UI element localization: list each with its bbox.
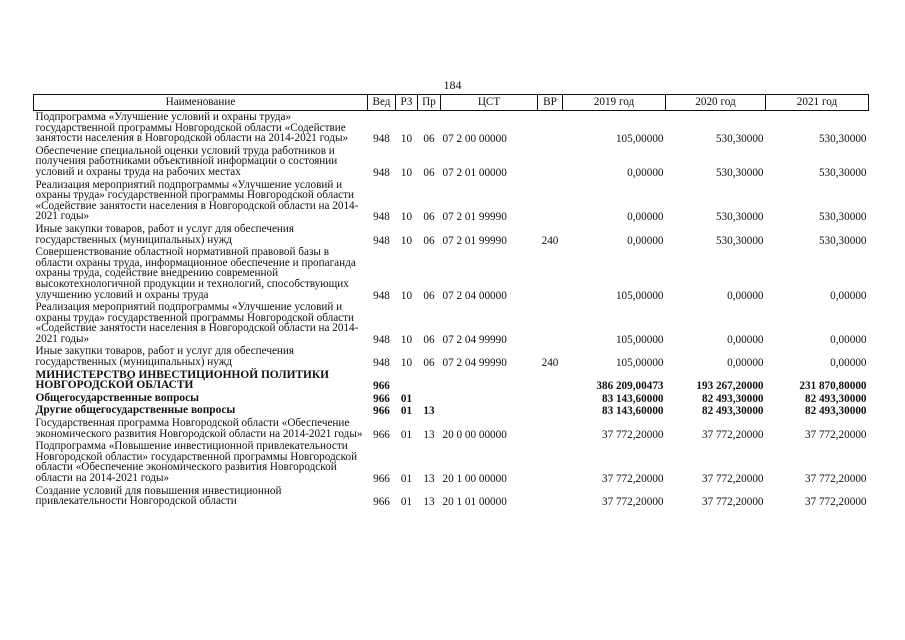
- header-2021: 2021 год: [766, 95, 869, 111]
- cell-2021: 530,30000: [818, 133, 867, 146]
- header-name: Наименование: [34, 95, 368, 111]
- header-2019: 2019 год: [563, 95, 666, 111]
- cell-2021: 37 772,20000: [804, 428, 867, 441]
- cell-ved: 966: [373, 473, 390, 485]
- cell-2020: 37 772,20000: [701, 428, 764, 441]
- header-vr: ВР: [538, 95, 563, 111]
- cell-2020: 530,30000: [715, 166, 764, 179]
- cell-ved: 966: [373, 496, 390, 509]
- cell-cst: 20 0 00 00000: [442, 428, 507, 441]
- header-row: [34, 95, 869, 111]
- table-row: [34, 392, 869, 405]
- cell-ved: 966: [373, 428, 390, 441]
- cell-2020: 0,00000: [727, 357, 764, 370]
- cell-name: Реализация мероприятий подпрограммы «Улучшение условий и охраны труда» государственной программы Новгородской области «Содействие занятости населения в Новгородской области на 2014-2021 годы»: [35, 178, 359, 223]
- cell-cst: [441, 392, 538, 405]
- cell-2021: 37 772,20000: [804, 496, 867, 509]
- cell-ved: 948: [373, 133, 390, 146]
- cell-vr: [538, 417, 563, 440]
- cell-vr: [538, 179, 563, 223]
- cell-name: Иные закупки товаров, работ и услуг для обеспечения государственных (муниципальных) нужд: [35, 345, 295, 369]
- cell-rz: 10: [400, 133, 413, 146]
- cell-ved: 948: [373, 166, 390, 179]
- cell-2020: 82 493,30000: [701, 405, 764, 418]
- cell-2021: 0,00000: [830, 333, 867, 346]
- cell-2020: 530,30000: [715, 234, 764, 247]
- cell-2021: 82 493,30000: [804, 405, 867, 418]
- table-row: [34, 345, 869, 368]
- cell-cst: 20 1 00 00000: [442, 473, 507, 485]
- cell-2021: 530,30000: [818, 211, 867, 224]
- cell-2021: 0,00000: [830, 357, 867, 370]
- cell-name: Подпрограмма «Улучшение условий и охраны труда» государственной программы Новгородской области «Содействие занятости населения в Новгородской области на 2014-2021 годы»: [35, 111, 349, 145]
- cell-name: Иные закупки товаров, работ и услуг для обеспечения государственных (муниципальных) нужд: [35, 222, 295, 246]
- table-row: [34, 145, 869, 179]
- cell-cst: 07 2 01 00000: [442, 166, 507, 179]
- cell-name: Реализация мероприятий подпрограммы «Улучшение условий и охраны труда» государственной программы Новгородской области «Содействие занятости населения в Новгородской области на 2014-2021 годы»: [35, 301, 359, 345]
- header-pr: Пр: [418, 95, 441, 111]
- cell-2019: 0,00000: [627, 166, 664, 179]
- cell-vr: [538, 369, 563, 392]
- cell-pr: 06: [423, 133, 435, 146]
- cell-2020: 530,30000: [715, 211, 764, 224]
- cell-rz: 01: [400, 496, 413, 509]
- cell-2019: 105,00000: [615, 289, 664, 302]
- cell-vr: 240: [541, 357, 559, 370]
- cell-pr: 06: [423, 166, 435, 179]
- cell-ved: 966: [373, 392, 390, 405]
- cell-2021: 0,00000: [830, 289, 867, 302]
- cell-2021: 231 870,80000: [799, 380, 867, 393]
- cell-cst: 07 2 04 00000: [442, 289, 507, 302]
- cell-rz: [396, 369, 418, 392]
- cell-pr: [418, 369, 441, 392]
- cell-ved: 948: [373, 234, 390, 247]
- header-cst: ЦСТ: [441, 95, 538, 111]
- table-row: [34, 179, 869, 223]
- cell-ved: 948: [373, 211, 390, 224]
- header-ved: Вед: [368, 95, 396, 111]
- cell-rz: 10: [400, 357, 413, 370]
- cell-name: Создание условий для повышения инвестиционной привлекательности Новгородской области: [35, 484, 282, 508]
- cell-ved: 948: [373, 357, 390, 370]
- cell-2020: 82 493,30000: [701, 392, 764, 405]
- cell-2019: 105,00000: [615, 357, 664, 370]
- cell-pr: 06: [423, 333, 435, 346]
- cell-vr: [538, 301, 563, 345]
- cell-vr: [538, 145, 563, 179]
- table-row: [34, 404, 869, 417]
- cell-pr: 13: [423, 428, 435, 441]
- header-2020: 2020 год: [666, 95, 766, 111]
- cell-pr: 06: [423, 289, 435, 302]
- cell-cst: 07 2 04 99990: [442, 357, 507, 370]
- cell-2019: 386 209,00473: [596, 380, 664, 393]
- table-row: [34, 246, 869, 301]
- cell-ved: 948: [373, 333, 390, 346]
- cell-name: Подпрограмма «Повышение инвестиционной привлекательности Новгородской области» государственной программы Новгородской области «Обеспечение экономического развития Новгородской области на 2014-2021 годы»: [35, 440, 358, 484]
- cell-name: Государственная программа Новгородской области «Обеспечение экономического развития Новгородской области на 2014-2021 годы»: [35, 417, 363, 440]
- cell-2021: 82 493,30000: [804, 392, 867, 405]
- cell-vr: [538, 111, 563, 145]
- cell-name: МИНИСТЕРСТВО ИНВЕСТИЦИОННОЙ ПОЛИТИКИ НОВГОРОДСКОЙ ОБЛАСТИ: [35, 368, 330, 392]
- cell-2020: 0,00000: [727, 289, 764, 302]
- cell-2019: 83 143,60000: [601, 405, 664, 418]
- cell-cst: [441, 404, 538, 417]
- cell-rz: 10: [400, 166, 413, 179]
- cell-vr: [538, 246, 563, 301]
- cell-pr: 13: [423, 473, 435, 485]
- cell-2019: 83 143,60000: [601, 392, 664, 405]
- budget-table-container: [33, 94, 868, 508]
- cell-name: Общегосударственные вопросы: [35, 391, 200, 404]
- cell-vr: [538, 485, 563, 508]
- cell-rz: 01: [400, 428, 413, 441]
- cell-rz: 01: [400, 473, 413, 485]
- cell-pr: 13: [423, 405, 435, 418]
- cell-cst: [441, 369, 538, 392]
- table-row: [34, 369, 869, 392]
- cell-rz: 10: [400, 289, 413, 302]
- cell-vr: [538, 404, 563, 417]
- table-header: [34, 95, 869, 111]
- cell-ved: 966: [373, 380, 390, 393]
- cell-2021: 37 772,20000: [804, 473, 867, 485]
- cell-rz: 01: [400, 405, 413, 418]
- cell-2020: 193 267,20000: [696, 380, 764, 393]
- cell-name: Другие общегосударственные вопросы: [35, 404, 236, 417]
- cell-2020: 530,30000: [715, 133, 764, 146]
- table-row: [34, 111, 869, 145]
- cell-cst: 07 2 04 99990: [442, 333, 507, 346]
- cell-2021: 530,30000: [818, 166, 867, 179]
- cell-ved: 948: [373, 289, 390, 302]
- page-number: 184: [443, 78, 462, 92]
- cell-2021: 530,30000: [818, 234, 867, 247]
- cell-2020: 37 772,20000: [701, 496, 764, 509]
- table-row: [34, 223, 869, 246]
- cell-pr: [418, 392, 441, 405]
- table-row: [34, 301, 869, 345]
- cell-cst: 07 2 01 99990: [442, 211, 507, 224]
- cell-2019: 105,00000: [615, 133, 664, 146]
- cell-2019: 37 772,20000: [601, 473, 664, 485]
- header-rz: РЗ: [396, 95, 418, 111]
- budget-table: [33, 94, 869, 508]
- cell-cst: 07 2 00 00000: [442, 133, 507, 146]
- cell-vr: [538, 440, 563, 484]
- cell-cst: 07 2 01 99990: [442, 234, 507, 247]
- cell-2019: 0,00000: [627, 211, 664, 224]
- cell-pr: 06: [423, 357, 435, 370]
- cell-2020: 0,00000: [727, 333, 764, 346]
- cell-ved: 966: [373, 405, 390, 418]
- table-row: [34, 440, 869, 484]
- cell-cst: 20 1 01 00000: [442, 496, 507, 509]
- cell-rz: 10: [400, 234, 413, 247]
- cell-rz: 01: [400, 392, 413, 405]
- table-row: [34, 417, 869, 440]
- cell-name: Обеспечение специальной оценки условий труда работников и получения работниками объективной информации о состоянии условий и охраны труда на рабочих местах: [35, 144, 338, 178]
- cell-2019: 105,00000: [615, 333, 664, 346]
- cell-pr: 06: [423, 234, 435, 247]
- table-body: [34, 111, 869, 508]
- cell-pr: 06: [423, 211, 435, 224]
- cell-vr: [538, 392, 563, 405]
- cell-pr: 13: [423, 496, 435, 509]
- cell-rz: 10: [400, 333, 413, 346]
- cell-2019: 37 772,20000: [601, 428, 664, 441]
- cell-2019: 0,00000: [627, 234, 664, 247]
- cell-2019: 37 772,20000: [601, 496, 664, 509]
- cell-rz: 10: [400, 211, 413, 224]
- cell-name: Совершенствование областной нормативной правовой базы в области охраны труда, информационное обеспечение и пропаганда охраны труда, содействие внедрению современной высокотехнологичной продукции и технологий, способствующих улучшению условий и охраны труда: [35, 246, 356, 301]
- cell-2020: 37 772,20000: [701, 473, 764, 485]
- cell-vr: 240: [541, 234, 559, 247]
- table-row: [34, 485, 869, 508]
